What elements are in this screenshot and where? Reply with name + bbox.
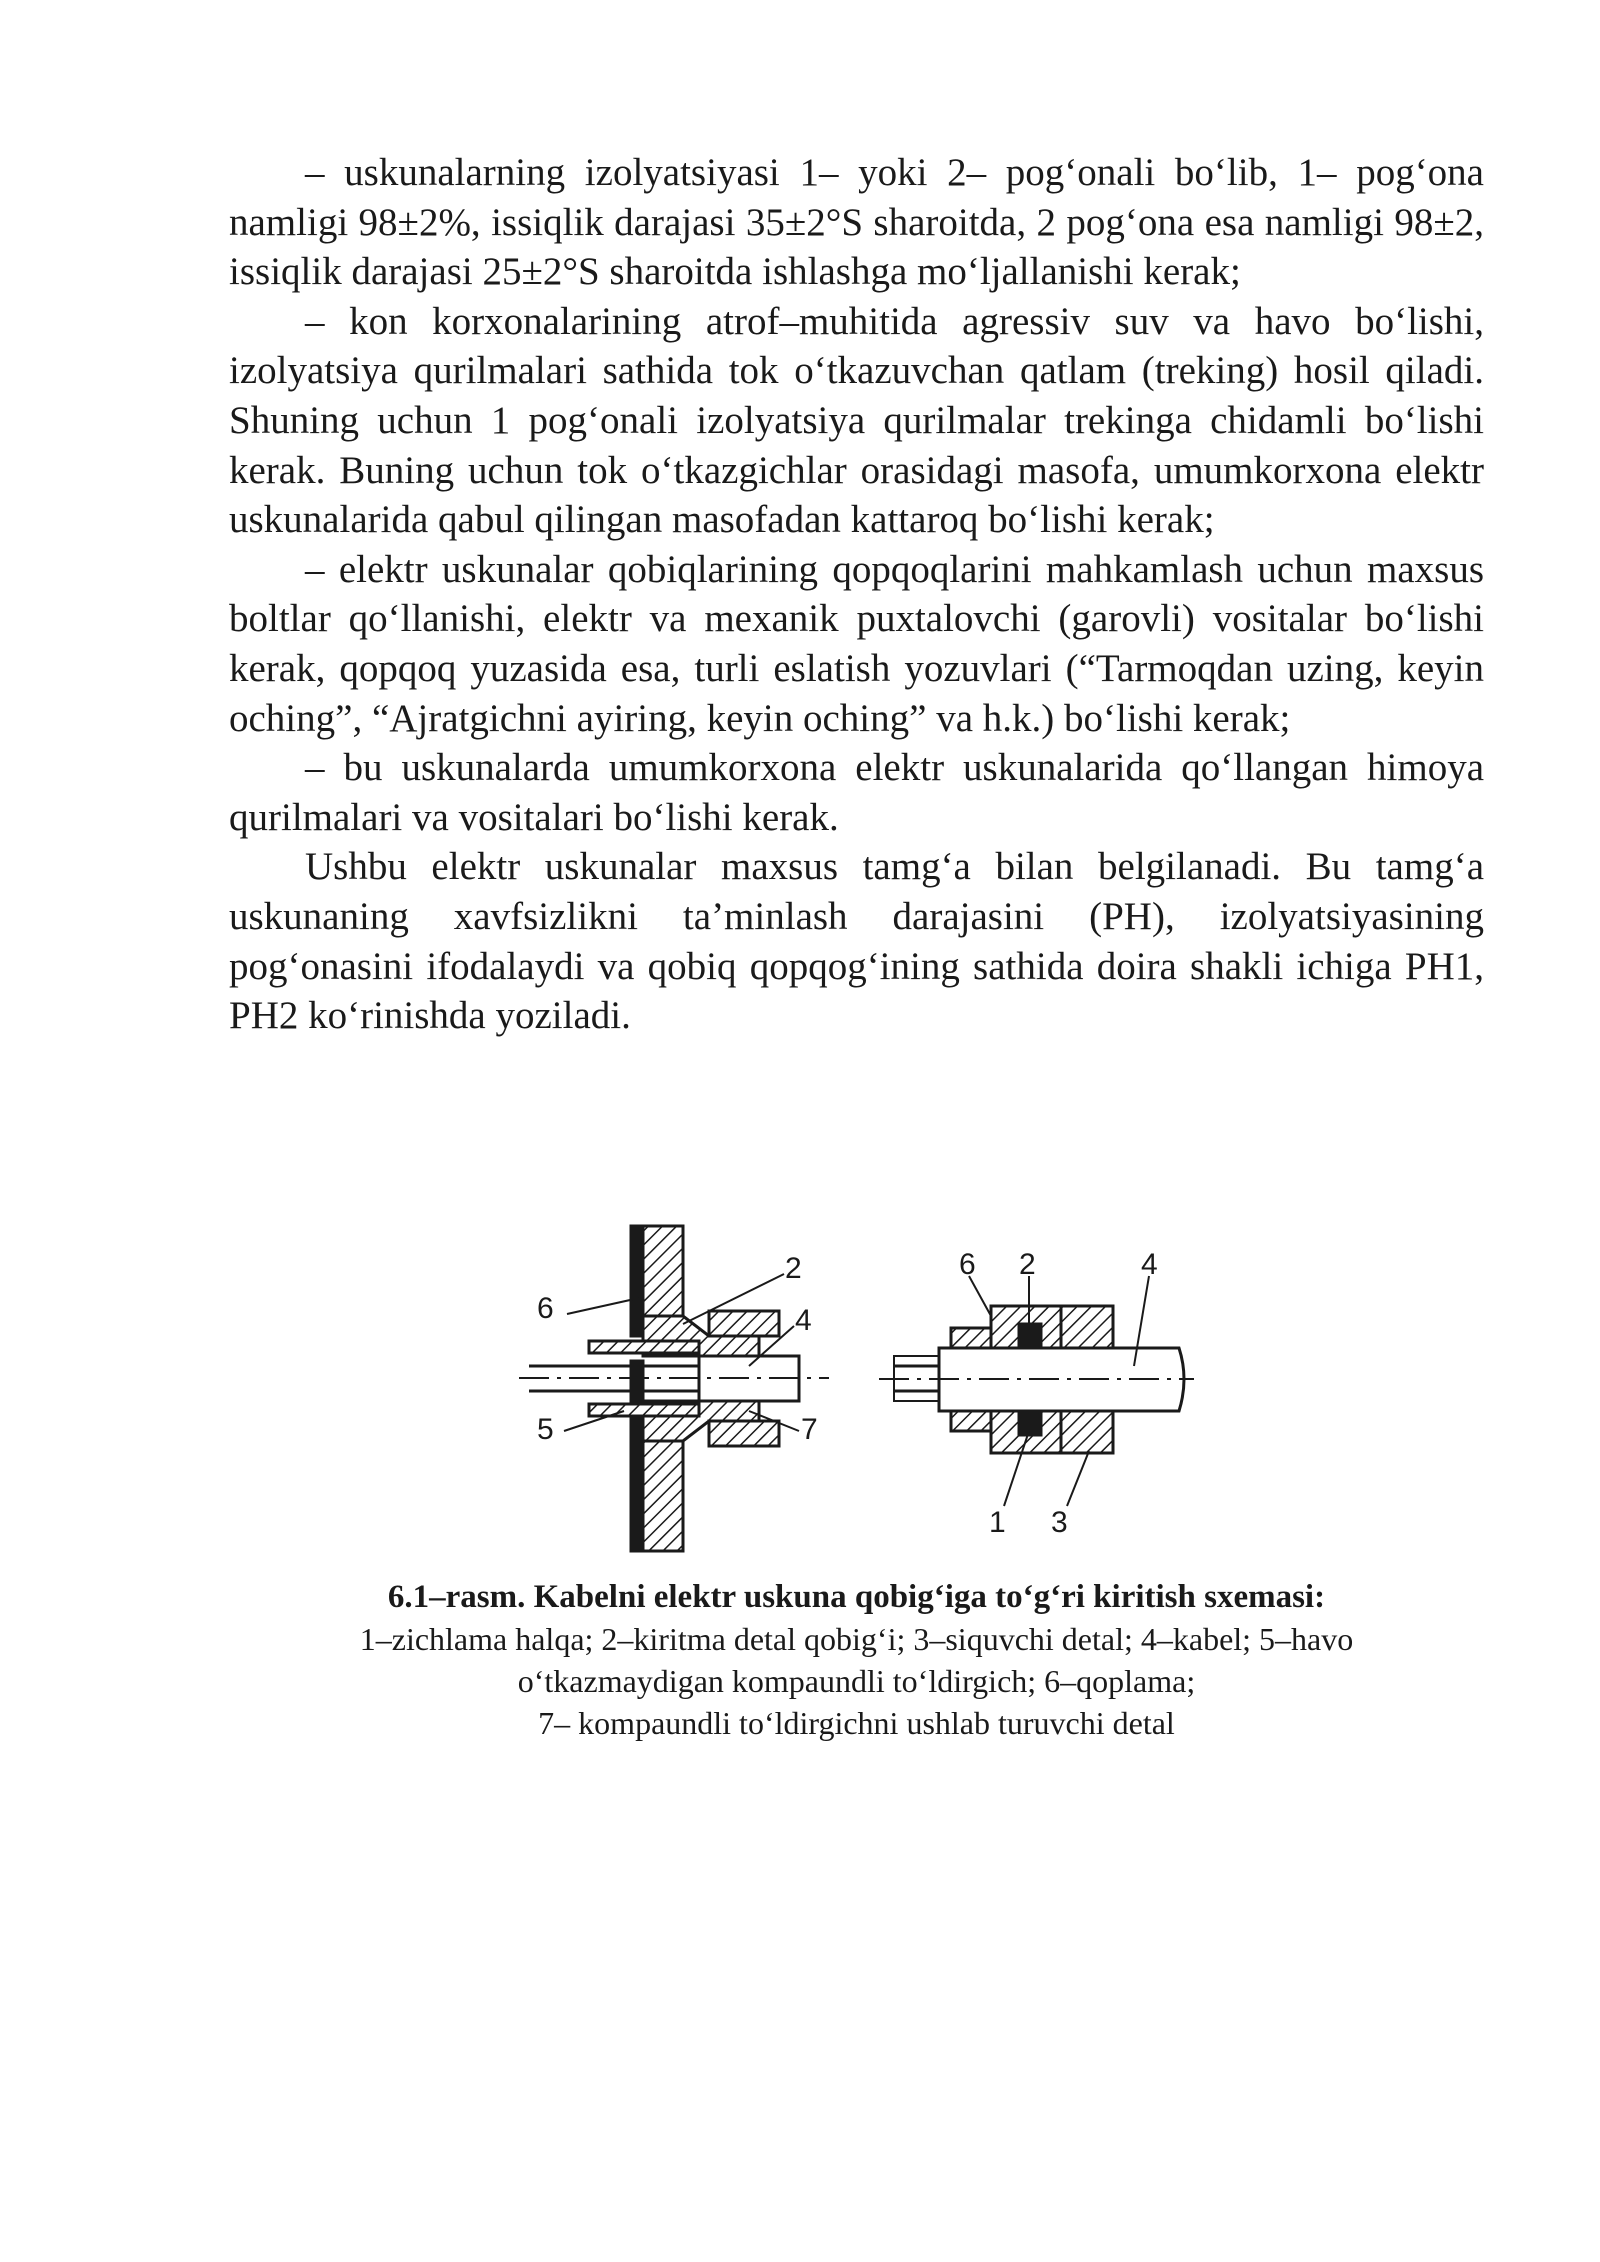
left-cable-entry <box>519 1226 829 1551</box>
document-page <box>229 148 1484 1741</box>
left-label-2: 2 <box>785 1252 802 1285</box>
right-nut-top <box>1061 1306 1113 1348</box>
paragraph-5: Ushbu elektr uskunalar maxsus tamg‘a bilan belgilanadi. Bu tamg‘a uskunaning xavfsizlikni ta’minlash darajasini (PH), izolyatsiyasining pog‘onasini ifodalaydi va qobiq qopqog‘ining sathida doira shakli ichiga PH1, PH2 ko‘rinishda yoziladi. <box>229 845 1484 1038</box>
right-label-1: 1 <box>989 1506 1006 1539</box>
left-nut-top <box>709 1311 779 1336</box>
paragraph-2: – kon korxonalarining atrof–muhitida agressiv suv va havo bo‘lishi, izolyatsiya qurilmalari sathida tok o‘tkazuvchan qatlam (treking) hosil qiladi. Shuning uchun 1 pog‘onali izolyatsiya qurilmalar trekinga chidamli bo‘lishi kerak. Buning uchun tok o‘tkazgichlar orasidagi masofa, umumkorxona elektr uskunalarida qabul qilingan masofadan kattaroq bo‘lishi kerak; <box>229 299 1484 542</box>
paragraph-4: – bu uskunalarda umumkorxona elektr uskunalarida qo‘llangan himoya qurilmalari va vositalari bo‘lishi kerak. <box>229 746 1484 839</box>
right-seal-top <box>1019 1324 1041 1348</box>
left-label-7: 7 <box>801 1413 818 1446</box>
right-label-3: 3 <box>1051 1506 1068 1539</box>
right-sheath-top <box>951 1328 991 1348</box>
left-label-5: 5 <box>537 1413 554 1446</box>
left-flange-bottom <box>643 1441 683 1551</box>
left-sheath-top <box>589 1341 699 1353</box>
right-label-4: 4 <box>1141 1248 1158 1281</box>
left-label-4: 4 <box>795 1304 812 1337</box>
paragraph-3: – elektr uskunalar qobiqlarining qopqoqlarini mahkamlash uchun maxsus boltlar qo‘llanishi, elektr va mexanik puxtalovchi (garovli) vositalar bo‘lishi kerak, qopqoq yuzasida esa, turli eslatish yozuvlari (“Tarmoqdan uzing, keyin oching”, “Ajratgichni ayiring, keyin oching” va h.k.) bo‘lishi kerak; <box>229 547 1484 740</box>
right-label-6: 6 <box>959 1248 976 1281</box>
right-nut-bottom <box>1061 1411 1113 1453</box>
paragraph-1: – uskunalarning izolyatsiyasi 1– yoki 2– pog‘onali bo‘lib, 1– pog‘ona namligi 98±2%, issiqlik darajasi 35±2°S sharoitda, 2 pog‘ona esa namligi 98±2, issiqlik darajasi 25±2°S sharoitda ishlashga mo‘ljallanishi kerak; <box>229 151 1484 294</box>
right-label-2: 2 <box>1019 1248 1036 1281</box>
left-label-6: 6 <box>537 1292 554 1325</box>
cable-entry-drawing <box>229 1206 1484 1566</box>
left-sheath-bottom <box>589 1404 699 1416</box>
figure-caption <box>229 1576 1484 1744</box>
left-nut-bottom <box>709 1421 779 1446</box>
right-cable-entry <box>879 1276 1194 1506</box>
left-flange-top <box>643 1226 683 1316</box>
caption-line-2: o‘tkazmaydigan kompaundli to‘ldirgich; 6–qoplama; <box>517 1663 1196 1699</box>
right-leader-3 <box>1067 1451 1089 1506</box>
caption-line-3: 7– kompaundli to‘ldirgichni ushlab turuvchi detal <box>538 1705 1175 1741</box>
caption-line-1: 1–zichlama halqa; 2–kiritma detal qobig‘i; 3–siquvchi detal; 4–kabel; 5–havo <box>359 1621 1354 1657</box>
caption-title: 6.1–rasm. Kabelni elektr uskuna qobig‘iga to‘g‘ri kiritish sxemasi: <box>387 1579 1326 1615</box>
left-wall-top <box>631 1226 643 1336</box>
left-leader-6 <box>567 1298 639 1314</box>
right-leader-6 <box>969 1276 991 1316</box>
right-sheath-bottom <box>951 1411 991 1431</box>
right-seal-bottom <box>1019 1411 1041 1435</box>
